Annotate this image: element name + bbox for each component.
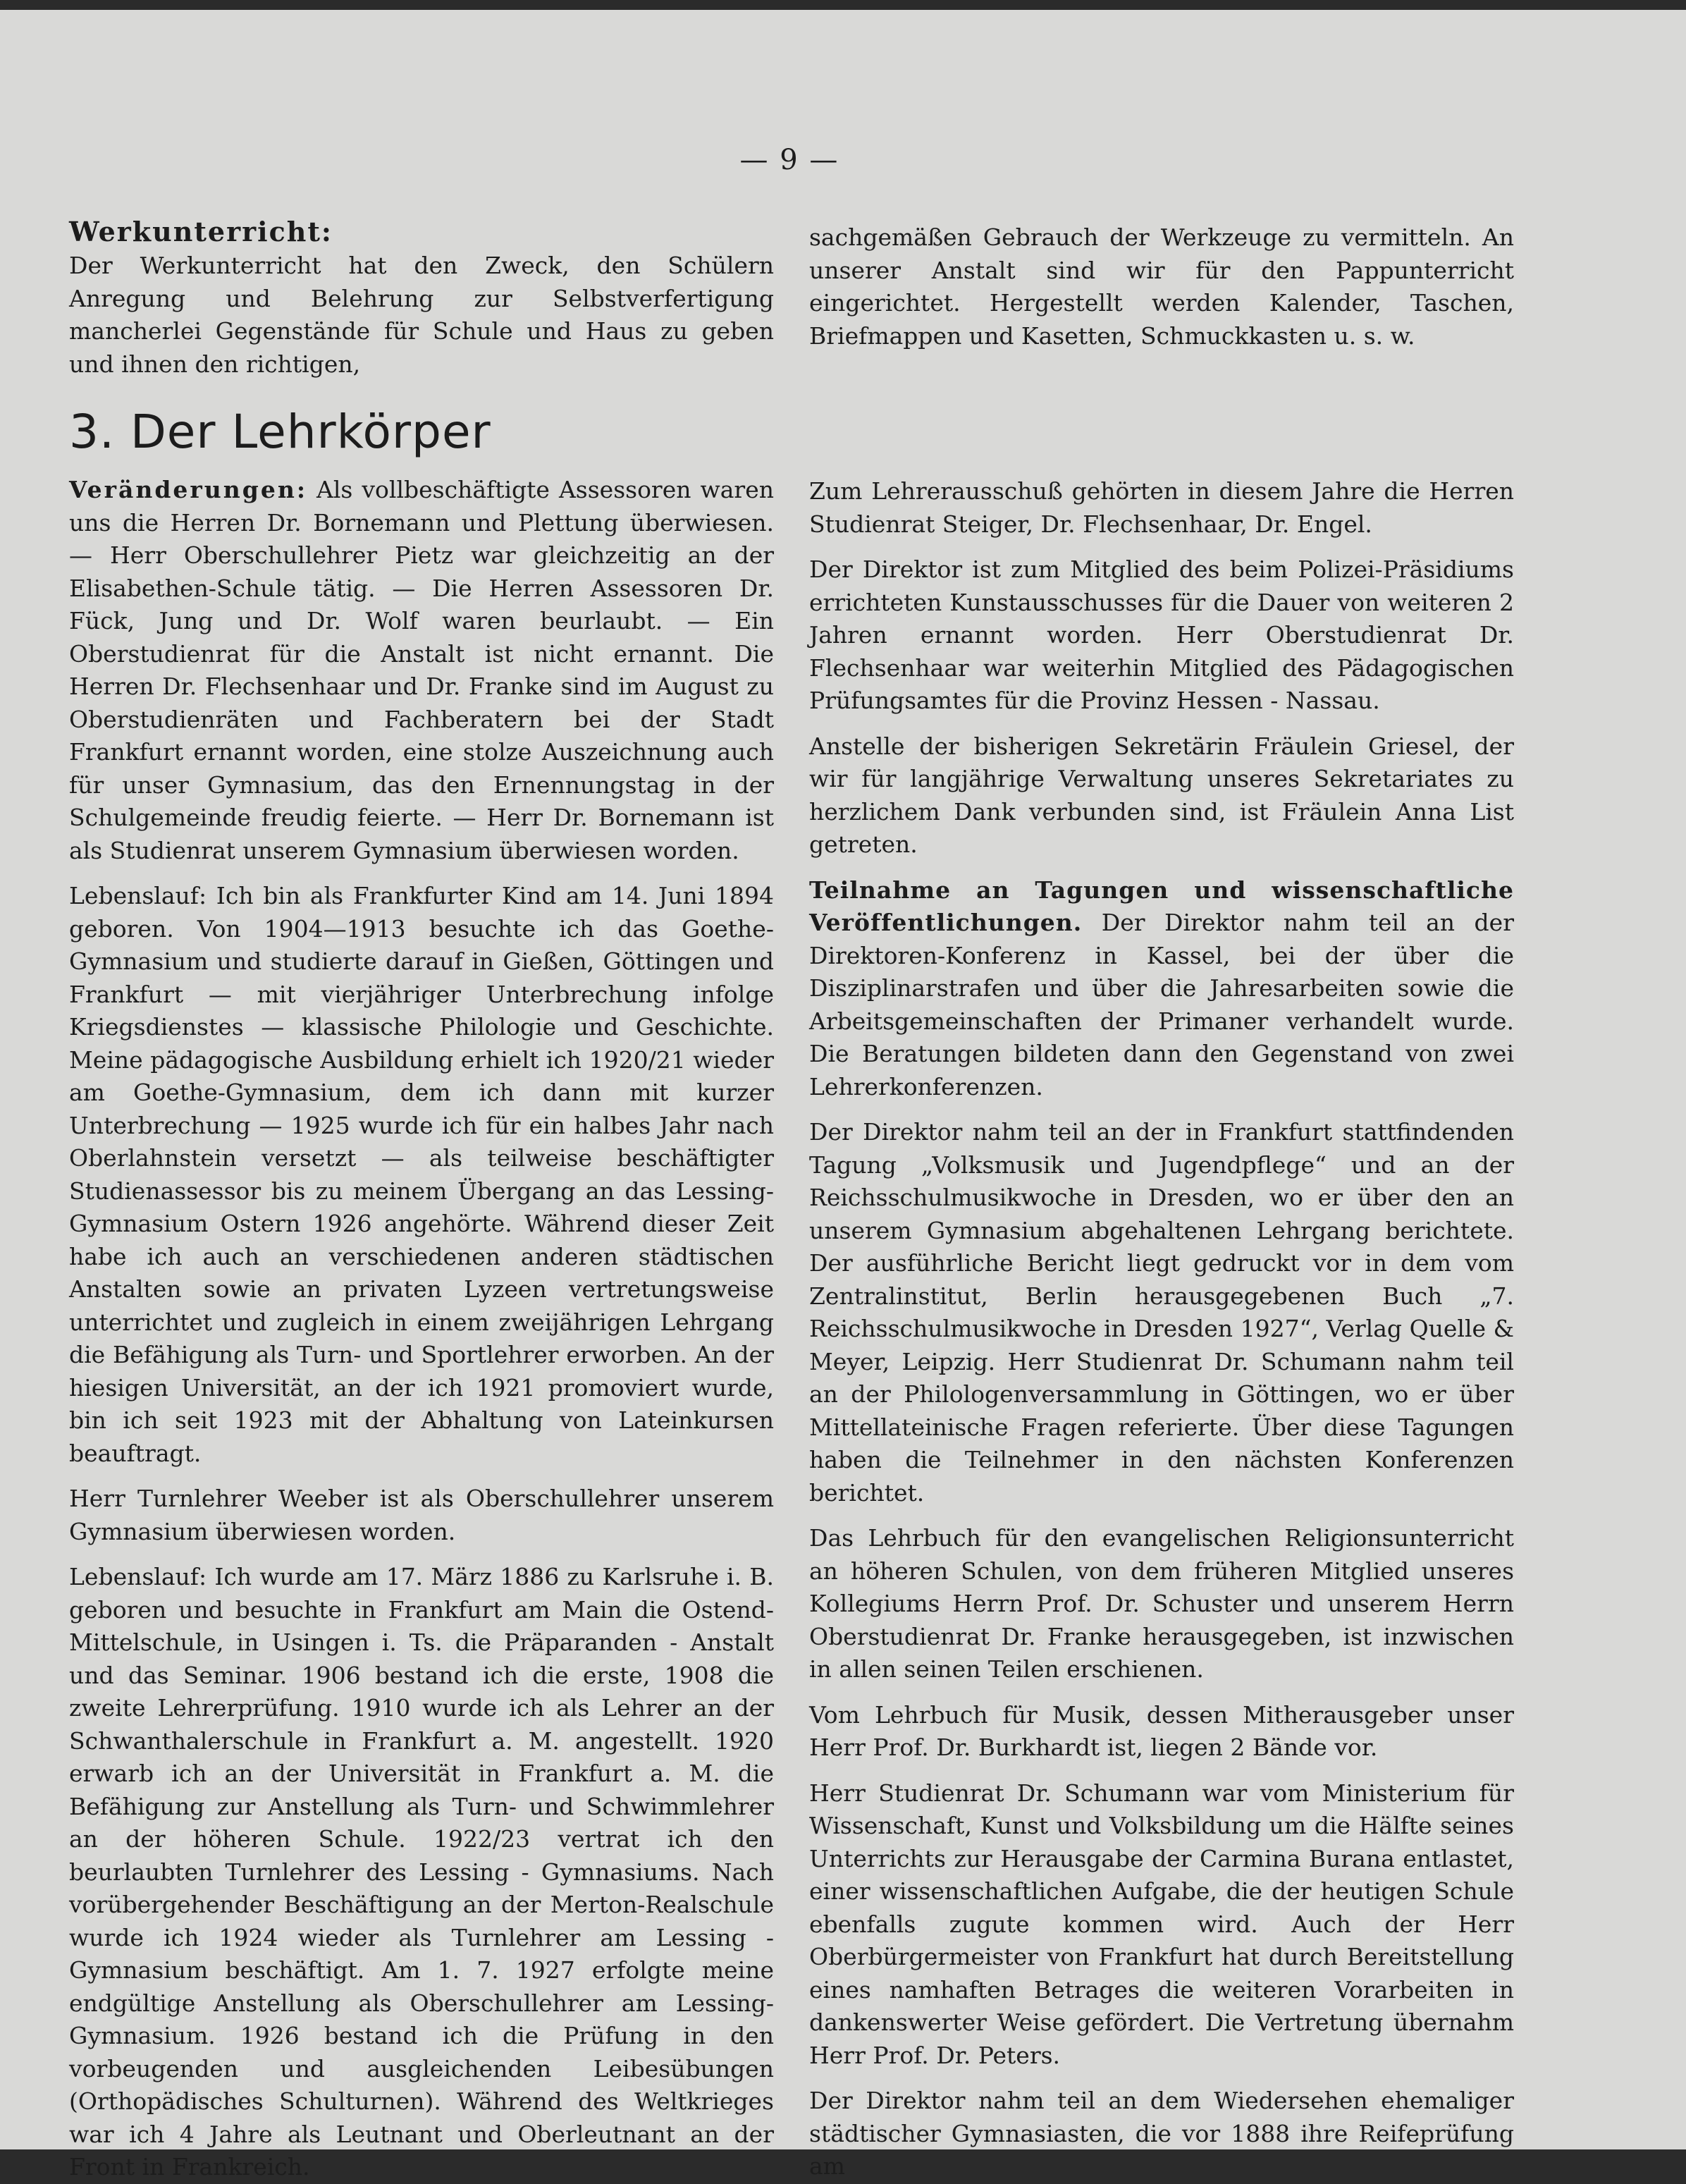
right-column (809, 475, 1514, 2183)
werkunterricht-left (69, 214, 774, 381)
paragraph-veraenderungen (69, 474, 774, 867)
paragraph-lebenslauf-bornemann: Lebenslauf: Ich bin als Frankfurter Kind am 14. Juni 1894 geboren. Von 1904—1913 besuchte ich das Goethe-Gymnasium und studierte darauf in Gießen, Göttingen und Frankfurt — mit vierjähriger Unterbrechung infolge Kriegsdienstes — klassische Philologie und Geschichte. Meine pädagogische Ausbildung erhielt ich 1920/21 wieder am Goethe-Gymnasium, dem ich dann mit kurzer Unterbrechung — 1925 wurde ich für ein halbes Jahr nach Oberlahnstein versetzt — als teilweise beschäftigter Studienassessor bis zu meinem Übergang an das Lessing-Gymnasium Ostern 1926 angehörte. Während dieser Zeit habe ich auch an verschiedenen anderen städtischen Anstalten sowie an privaten Lyzeen vertretungsweise unterrichtet und zugleich in einem zweijährigen Lehrgang die Befähigung als Turn- und Sportlehrer erworben. An der hiesigen Universität, an der ich 1921 promoviert wurde, bin ich seit 1923 mit der Abhaltung von Lateinkursen beauftragt. (69, 882, 774, 1467)
left-column (69, 474, 774, 2184)
werkunterricht-text-left: Der Werkunterricht hat den Zweck, den Schülern Anregung und Belehrung zur Selbstverfertigung mancherlei Gegenstände für Schule und Haus zu geben und ihnen den richtigen, (69, 252, 774, 378)
werkunterricht-text-right: sachgemäßen Gebrauch der Werkzeuge zu vermitteln. An unserer Anstalt sind wir für den Pappunterricht eingerichtet. Hergestellt werden Kalender, Taschen, Briefmappen und Kasetten, Schmuckkasten u. s. w. (809, 223, 1514, 350)
paragraph-tagungen (809, 874, 1514, 1104)
page-number: — 9 — (739, 144, 839, 176)
paragraph-kunstausschuss: Der Direktor ist zum Mitglied des beim Polizei-Präsidiums errichteten Kunstausschusses für die Dauer von weiteren 2 Jahren ernannt worden. Herr Oberstudienrat Dr. Flechsenhaar war weiterhin Mitglied des Pädagogischen Prüfungsamtes für die Provinz Hessen - Nassau. (809, 556, 1514, 714)
paragraph-wiedersehen: Der Direktor nahm teil an dem Wiedersehen ehemaliger städtischer Gymnasiasten, die vor 1888 ihre Reifeprüfung am (809, 2087, 1514, 2180)
paragraph-lehrerausschuss: Zum Lehrerausschuß gehörten in diesem Jahre die Herren Studienrat Steiger, Dr. Flechsenhaar, Dr. Engel. (809, 477, 1514, 538)
paragraph-lehrbuch-musik: Vom Lehrbuch für Musik, dessen Mitherausgeber unser Herr Prof. Dr. Burkhardt ist, liegen 2 Bände vor. (809, 1700, 1514, 1761)
paragraph-lead: Teilnahme an Tagungen und wissenschaftliche Veröffentlichungen. (809, 876, 1514, 936)
werkunterricht-heading: Werkunterricht: (69, 216, 333, 247)
paragraph-sekretaerin: Anstelle der bisherigen Sekretärin Fräulein Griesel, der wir für langjährige Verwaltung unseres Sekretariates zu herzlichem Dank verbunden sind, ist Fräulein Anna List getreten. (809, 732, 1514, 858)
paragraph-text: Der Direktor nahm teil an der Direktoren-Konferenz in Kassel, bei der über die Disziplinarstrafen und über die Jahresarbeiten sowie die Arbeitsgemeinschaften der Primaner verhandelt wurde. Die Beratungen bildeten dann den Gegenstand von zwei Lehrerkonferenzen. (809, 909, 1514, 1100)
document-page (0, 10, 1686, 2180)
paragraph-text: Als vollbeschäftigte Assessoren waren uns die Herren Dr. Bornemann und Plettung überwiesen. — Herr Oberschullehrer Pietz war gleichzeitig an der Elisabethen-Schule tätig. — Die Herren Assessoren Dr. Fück, Jung und Dr. Wolf waren beurlaubt. — Ein Oberstudienrat für die Anstalt ist nicht ernannt. Die Herren Dr. Flechsenhaar und Dr. Franke sind im August zu Oberstudienräten und Fachberatern bei der Stadt Frankfurt ernannt worden, eine stolze Auszeichnung auch für unser Gymnasium, das den Ernennungstag in der Schulgemeinde freudig feierte. — Herr Dr. Bornemann ist als Studienrat unserem Gymnasium überwiesen worden. (69, 476, 774, 864)
paragraph-lehrbuch-religion: Das Lehrbuch für den evangelischen Religionsunterricht an höheren Schulen, von dem früheren Mitglied unseres Kollegiums Herrn Prof. Dr. Schuster und unserem Herrn Oberstudienrat Dr. Franke herausgegeben, ist inzwischen in allen seinen Teilen erschienen. (809, 1524, 1514, 1683)
paragraph-lead: Veränderungen: (69, 476, 308, 503)
section-heading: 3. Der Lehrkörper (69, 405, 491, 459)
werkunterricht-right (809, 221, 1514, 352)
paragraph-volksmusik: Der Direktor nahm teil an der in Frankfurt stattfindenden Tagung „Volksmusik und Jugendpflege“ und an der Reichsschulmusikwoche in Dresden, wo er über den an unserem Gymnasium abgehaltenen Lehrgang berichtete. Der ausführliche Bericht liegt gedruckt vor in dem vom Zentralinstitut, Berlin herausgegebenen Buch „7. Reichsschulmusikwoche in Dresden 1927“, Verlag Quelle & Meyer, Leipzig. Herr Studienrat Dr. Schumann nahm teil an der Philologenversammlung in Göttingen, wo er über Mittellateinische Fragen referierte. Über diese Tagungen haben die Teilnehmer in den nächsten Konferenzen berichtet. (809, 1118, 1514, 1507)
paragraph-lebenslauf-weeber: Lebenslauf: Ich wurde am 17. März 1886 zu Karlsruhe i. B. geboren und besuchte in Frankfurt am Main die Ostend-Mittelschule, in Usingen i. Ts. die Präparanden - Anstalt und das Seminar. 1906 bestand ich die erste, 1908 die zweite Lehrerprüfung. 1910 wurde ich als Lehrer an der Schwanthalerschule in Frankfurt a. M. angestellt. 1920 erwarb ich an der Universität in Frankfurt a. M. die Befähigung zur Anstellung als Turn- und Schwimmlehrer an der höheren Schule. 1922/23 vertrat ich den beurlaubten Turnlehrer des Lessing - Gymnasiums. Nach vorübergehender Beschäftigung an der Merton-Realschule wurde ich 1924 wieder als Turnlehrer am Lessing - Gymnasium beschäftigt. Am 1. 7. 1927 erfolgte meine endgültige Anstellung als Oberschullehrer am Lessing-Gymnasium. 1926 bestand ich die Prüfung in den vorbeugenden und ausgleichenden Leibesübungen (Orthopädisches Schulturnen). Während des Weltkrieges war ich 4 Jahre als Leutnant und Oberleutnant an der Front in Frankreich. (69, 1563, 774, 2180)
paragraph-carmina-burana: Herr Studienrat Dr. Schumann war vom Ministerium für Wissenschaft, Kunst und Volksbildung um die Hälfte seines Unterrichts zur Herausgabe der Carmina Burana entlastet, einer wissenschaftlichen Aufgabe, die der heutigen Schule ebenfalls zugute kommen wird. Auch der Herr Oberbürgermeister von Frankfurt hat durch Bereitstellung eines namhaften Betrages die weiteren Vorarbeiten in dankenswerter Weise gefördert. Die Vertretung übernahm Herr Prof. Dr. Peters. (809, 1779, 1514, 2069)
paragraph-weeber: Herr Turnlehrer Weeber ist als Oberschullehrer unserem Gymnasium überwiesen worden. (69, 1485, 774, 1545)
